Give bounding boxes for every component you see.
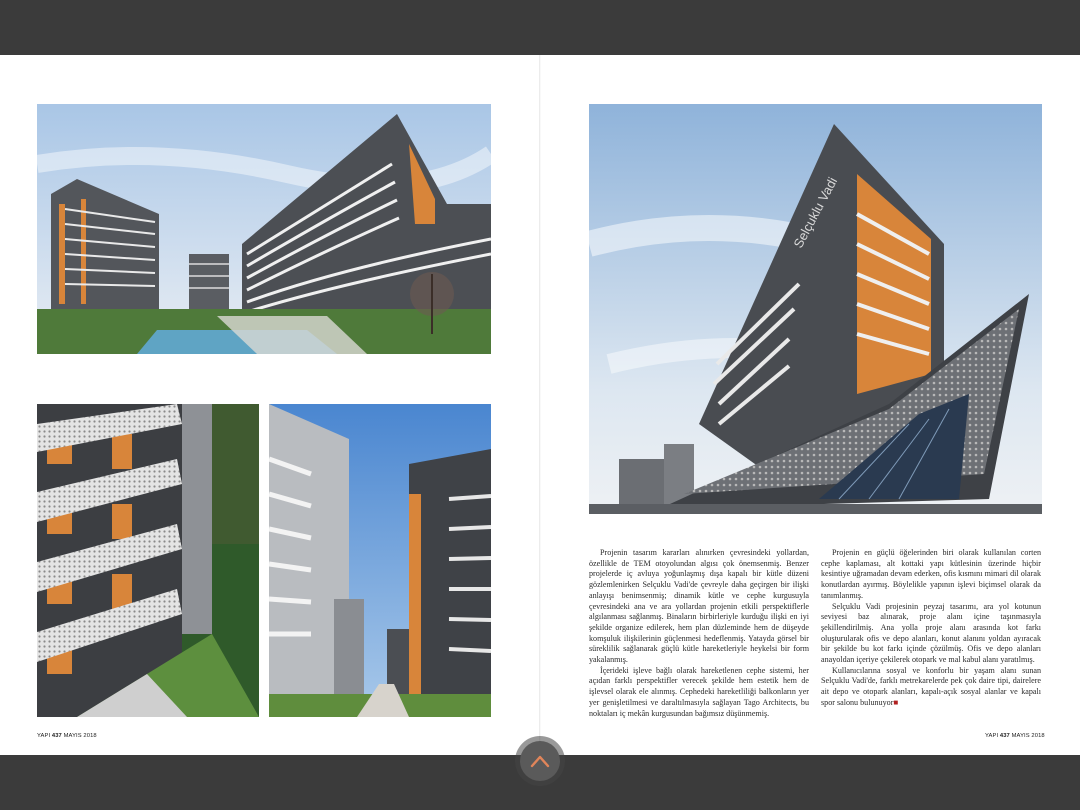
article-column-2 <box>821 548 1041 709</box>
footer-magazine: YAPI <box>37 733 51 739</box>
page-footer-left <box>37 733 97 739</box>
footer-magazine: YAPI <box>985 733 999 739</box>
paragraph-final <box>821 666 1041 709</box>
paragraph: İçerideki işleve bağlı olarak hareketlenen cephe sistemi, her açıdan farklı perspektifler verecek şekilde hem estetik hem de işlevsel olarak ele alınmış. Cephedeki hareketliliği balkonların yer yer genişletilmesi ve daraltılmasıyla sağlayan Tago Architects, bu noktaları iç mekân kurgusundan bağımsız düşünmemiş. <box>589 665 809 718</box>
scroll-up-button[interactable] <box>520 741 560 781</box>
photo-exterior-wide <box>37 104 491 354</box>
footer-date: MAYIS 2018 <box>1011 733 1045 739</box>
paragraph: Projenin tasarım kararları alınırken çevresindeki yollardan, özellikle de TEM otoyolundan algısı çok önemsenmiş. Benzer projelerde iç avluya yoğunlaşmış dışa kapalı bir kütle düzeni gözlemlenirken Selçuklu Vadi'de çevreyle daha geçirgen bir ilişki anlayışı benimsenmiş; dinamik kütle ve cephe kurgusuyla çevresindeki ana ve ara yollardan projenin etkili perspektiflerle algılanması sağlanmış. Binaların birbirleriyle kurduğu ilişki en iyi şekilde organize edilerek, hem plan düzleminde hem de düşeyde komşuluk ilişkilerinin güçlenmesi hedeflenmiş. Yatayda görsel bir süreklilik sağlanarak güçlü kütle hareketleriyle heykelsi bir form yakalanmış. <box>589 548 809 665</box>
paragraph-final-text: Kullanıcılarına sosyal ve konforlu bir yaşam alanı sunan Selçuklu Vadi'de, farklı metrekarelerde pek çok daire tipi, dairelere ait depo ve otopark alanları, kapalı-açık sosyal alanlar ve kapalı spor salonu bulunuyor <box>821 665 1041 707</box>
paragraph: Selçuklu Vadi projesinin peyzaj tasarımı, ara yol kotunun seviyesi baz alınarak, proje alanı içine taşınmasıyla şekillendirilmiş. Ana yolla proje alanı arasında kot farkı oluşturularak ofis ve depo alanları, konut alanını yoldan ayıracak bir şekilde bu kot farkı içinde çözülmüş. Ofis ve depo alanları anayoldan içeriye çekilerek otopark ve mal kabul alanı yaratılmış. <box>821 601 1041 665</box>
photo-courtyard-vertical <box>269 404 491 717</box>
page-gutter <box>539 55 541 755</box>
end-mark-icon: ■ <box>893 697 899 707</box>
paragraph: Projenin en güçlü öğelerinden biri olarak kullanılan corten cephe kaplaması, alt kottaki yapı kütlesinin üzerinde hiçbir kesintiye uğramadan devam ederken, ofis kısmını mimari dil olarak konutlardan ayırmış. Böylelikle yapının işlevi biçimsel olarak da tanımlanmış. <box>821 548 1041 600</box>
footer-issue: 437 <box>51 733 62 739</box>
footer-date: MAYIS 2018 <box>63 733 97 739</box>
page-footer-right <box>985 733 1045 739</box>
chevron-up-icon <box>530 754 550 768</box>
building-sign-text: Selçuklu Vadi <box>790 174 841 251</box>
photo-perforated-balconies <box>37 404 259 717</box>
footer-issue: 437 <box>999 733 1010 739</box>
viewer-top-bar <box>0 0 1080 55</box>
photo-corten-office <box>589 104 1042 514</box>
article-column-1 <box>589 548 809 719</box>
